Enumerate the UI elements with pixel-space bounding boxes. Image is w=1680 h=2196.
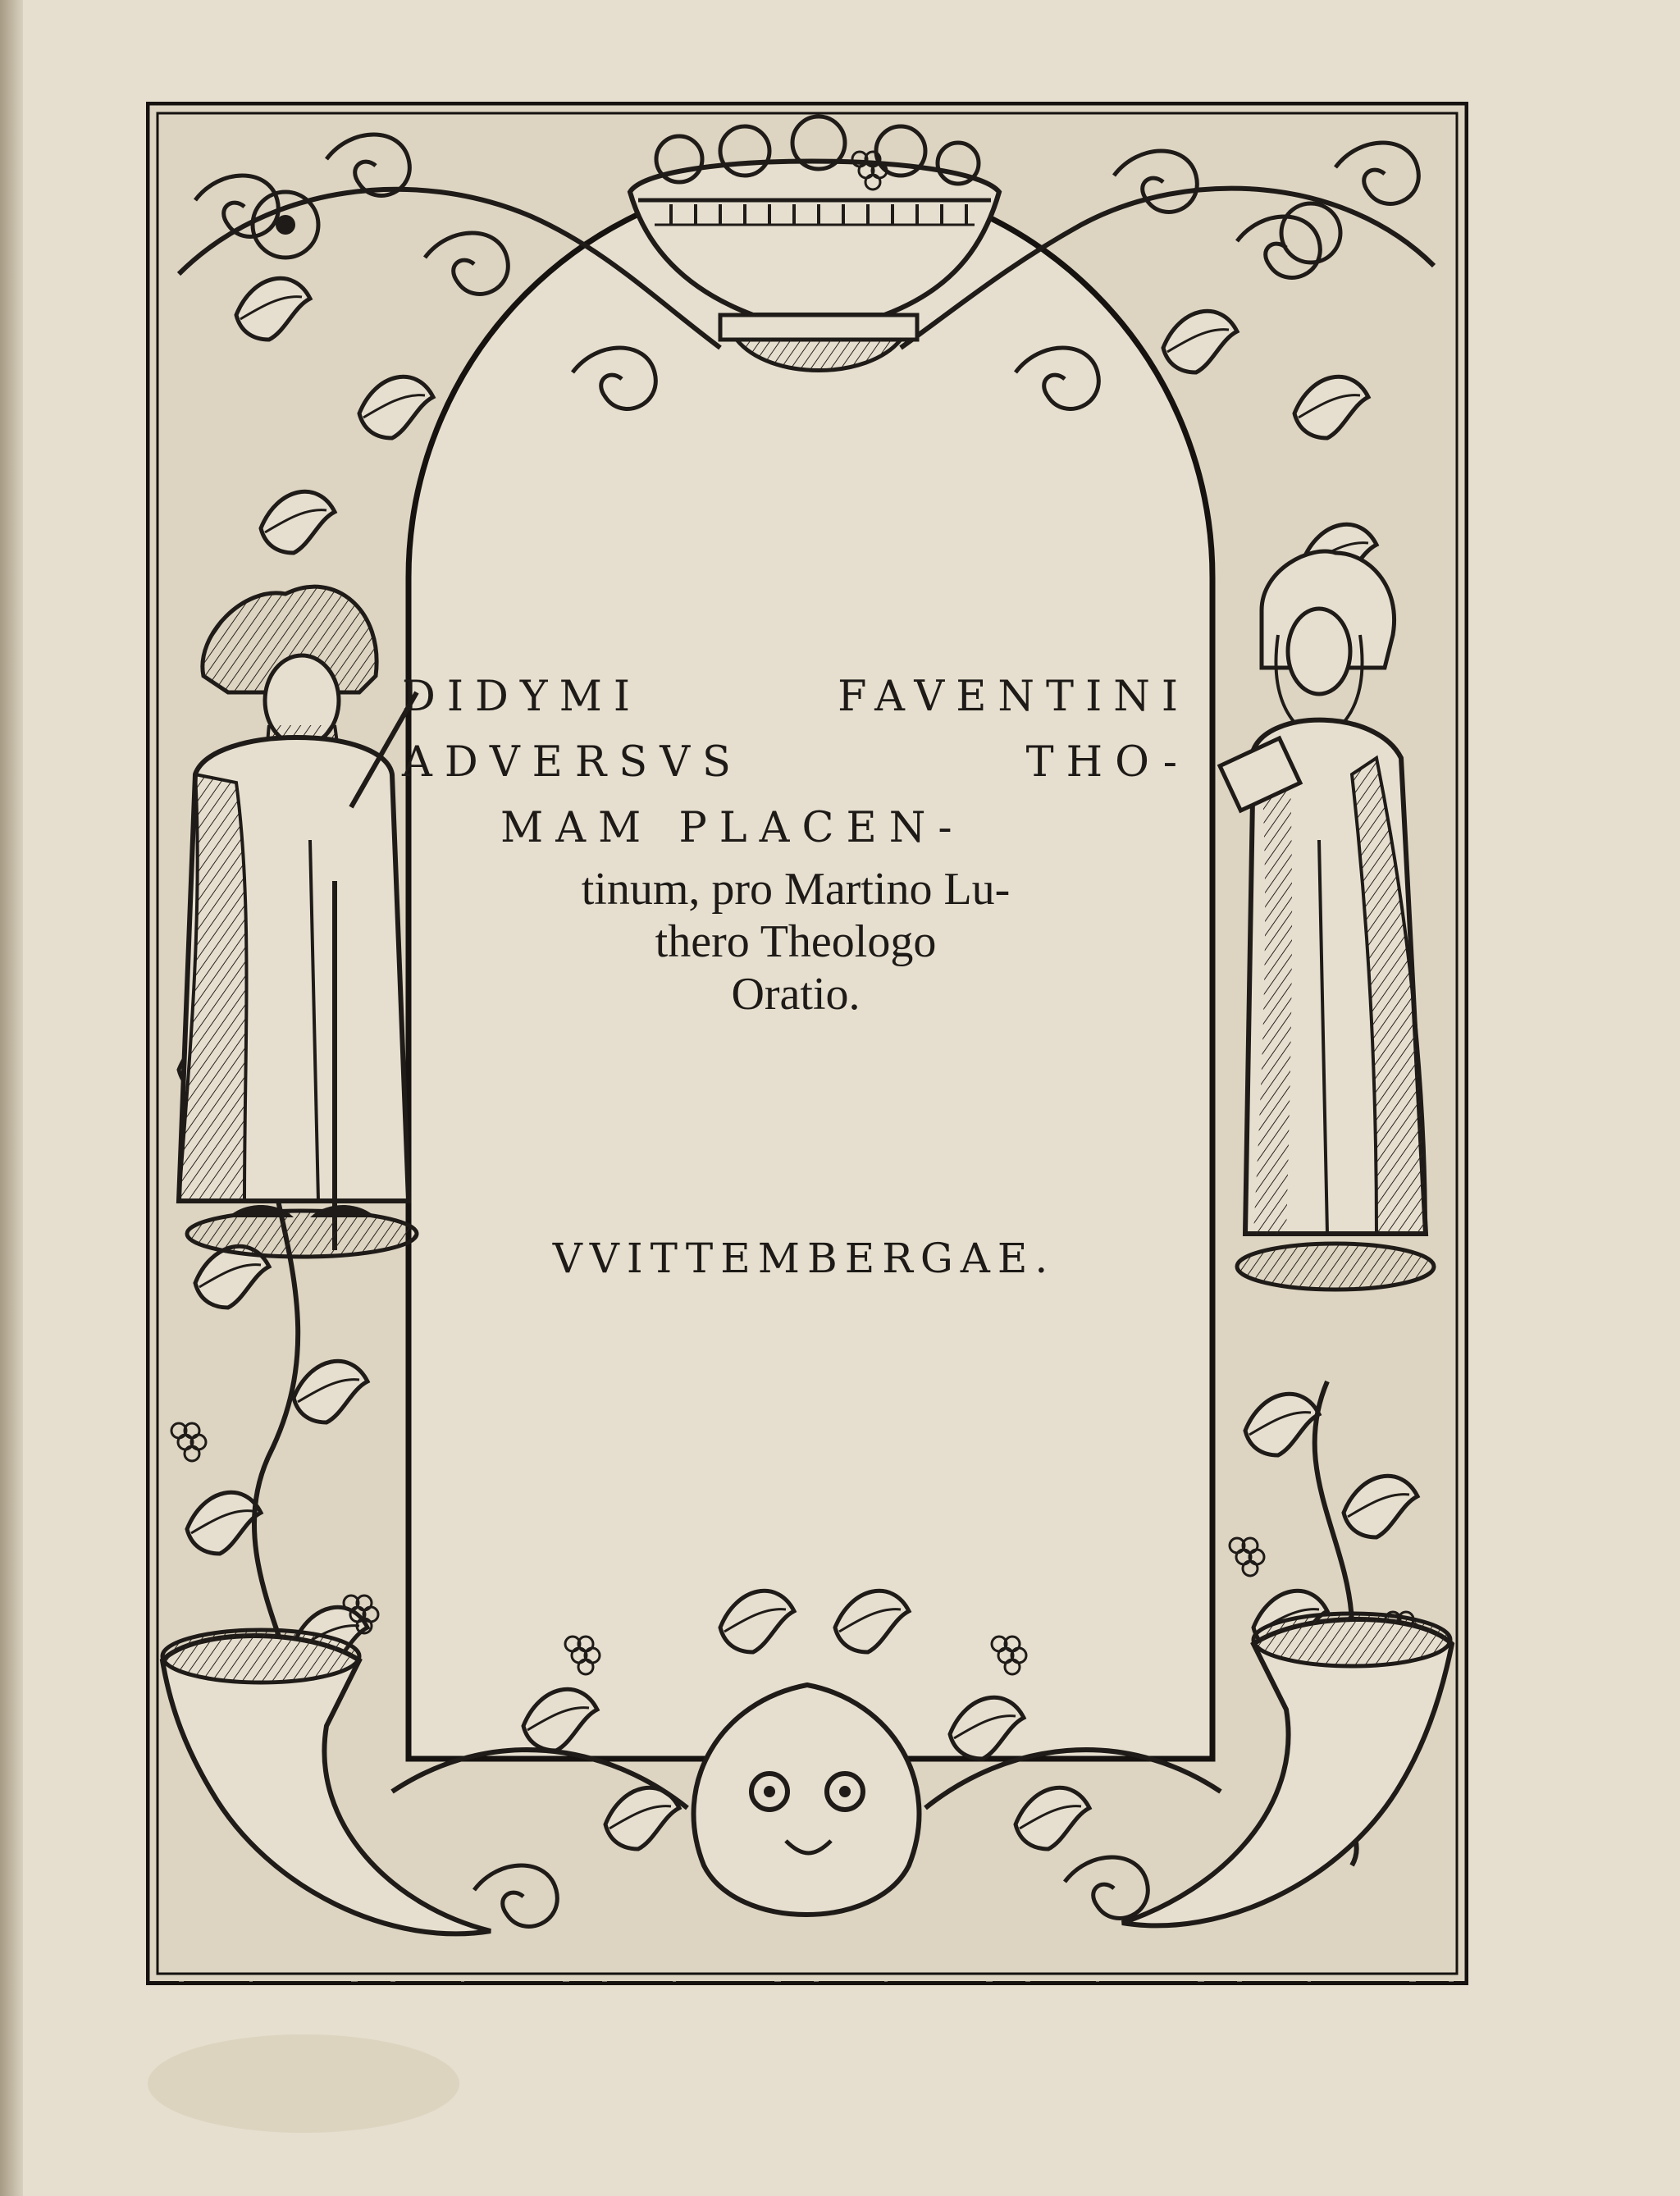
subtitle-line-1: tinum, pro Martino Lu- [581, 864, 1011, 915]
title-block [402, 664, 1189, 1020]
woodcut-border-icon [146, 102, 1468, 1985]
subtitle-line-3: Oratio. [731, 969, 861, 1020]
imprint-place: VVITTEMBERGAE. [552, 1235, 1056, 1282]
title-line-1: DIDYMI FAVENTINI [402, 673, 1189, 721]
title-line-3: MAM PLACEN- [500, 804, 965, 852]
title-line-2: ADVERSVS THO- [402, 738, 1189, 787]
paper-stain [148, 2034, 459, 2133]
subtitle-line-2: thero Theologo [655, 916, 937, 967]
page-gutter [0, 0, 23, 2196]
